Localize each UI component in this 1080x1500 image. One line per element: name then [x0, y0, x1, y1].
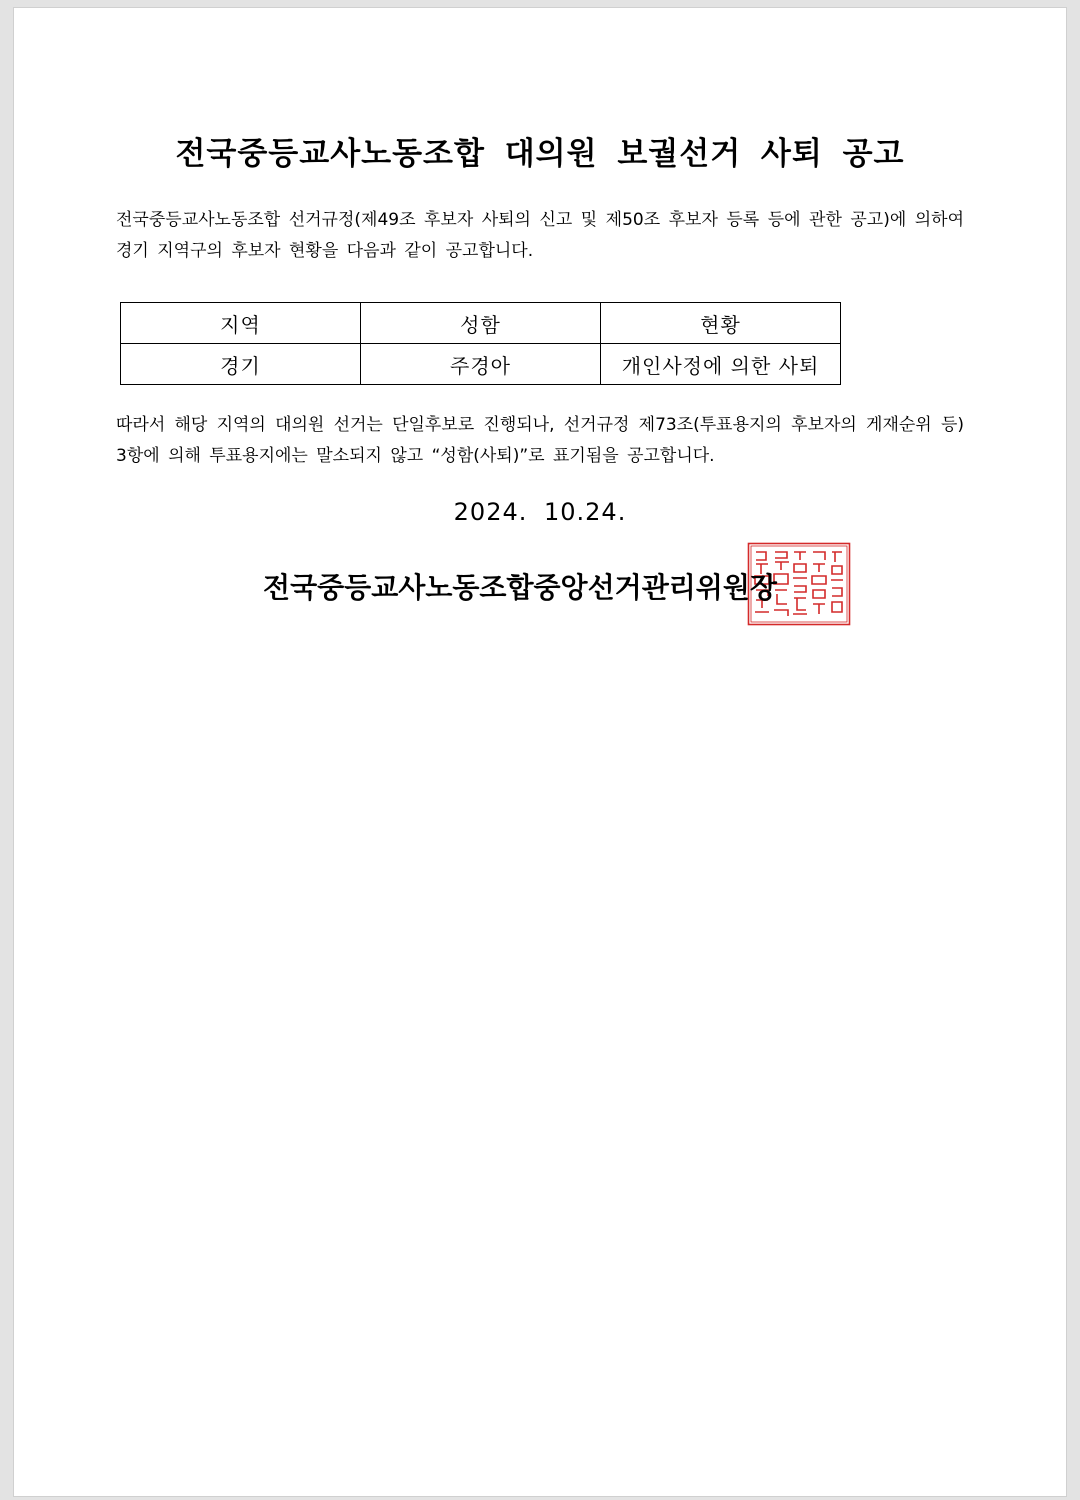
page-title: 전국중등교사노동조합 대의원 보궐선거 사퇴 공고: [175, 136, 905, 172]
candidate-status-table: [120, 302, 841, 385]
table-header-row: [121, 303, 841, 344]
column-header-region: 지역: [121, 303, 361, 344]
body-paragraph: 따라서 해당 지역의 대의원 선거는 단일후보로 진행되나, 선거규정 제73조(투표용지의 후보자의 게재순위 등) 3항에 의해 투표용지에는 말소되지 않고 “성함(사퇴)”로 표기됨을 공고합니다.: [116, 415, 964, 466]
table-row: [121, 344, 841, 385]
cell-status: 개인사정에 의한 사퇴: [601, 344, 841, 385]
column-header-status: 현황: [601, 303, 841, 344]
cell-name: 주경아: [361, 344, 601, 385]
column-header-name: 성함: [361, 303, 601, 344]
committee-chair-signature: 전국중등교사노동조합중앙선거관리위원장: [263, 571, 777, 604]
announcement-date: 2024. 10.24.: [453, 498, 627, 526]
intro-paragraph: 전국중등교사노동조합 선거규정(제49조 후보자 사퇴의 신고 및 제50조 후보자 등록 등에 관한 공고)에 의하여 경기 지역구의 후보자 현황을 다음과 같이 공고합니다.: [116, 210, 964, 261]
cell-region: 경기: [121, 344, 361, 385]
